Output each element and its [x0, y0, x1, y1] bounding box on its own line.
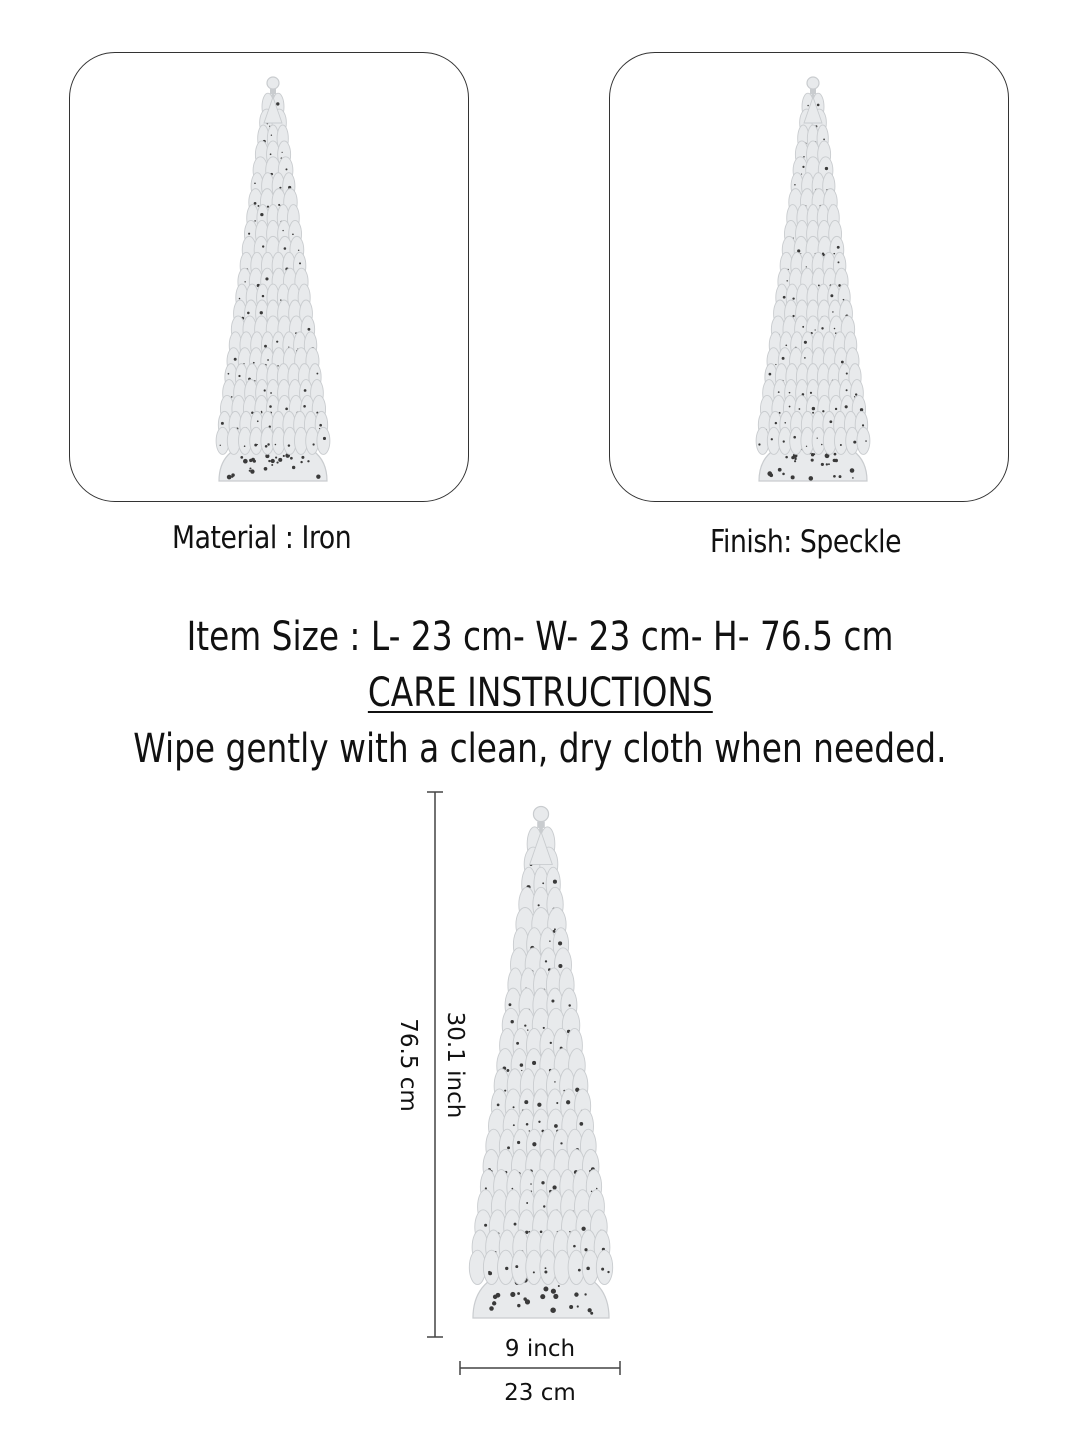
material-caption: Material : Iron: [172, 520, 352, 556]
care-instructions-heading: CARE INSTRUCTIONS: [367, 670, 713, 716]
item-size-text: Item Size : L- 23 cm- W- 23 cm- H- 76.5 cm: [186, 614, 894, 660]
care-instructions-text: Wipe gently with a clean, dry cloth when needed.: [133, 726, 947, 772]
finish-caption: Finish: Speckle: [710, 524, 902, 560]
height-cm-label: 76.5 cm: [395, 1018, 421, 1112]
width-cm-label: 23 cm: [504, 1380, 576, 1406]
height-inch-label: 30.1 inch: [442, 1011, 468, 1119]
width-inch-label: 9 inch: [504, 1336, 576, 1362]
